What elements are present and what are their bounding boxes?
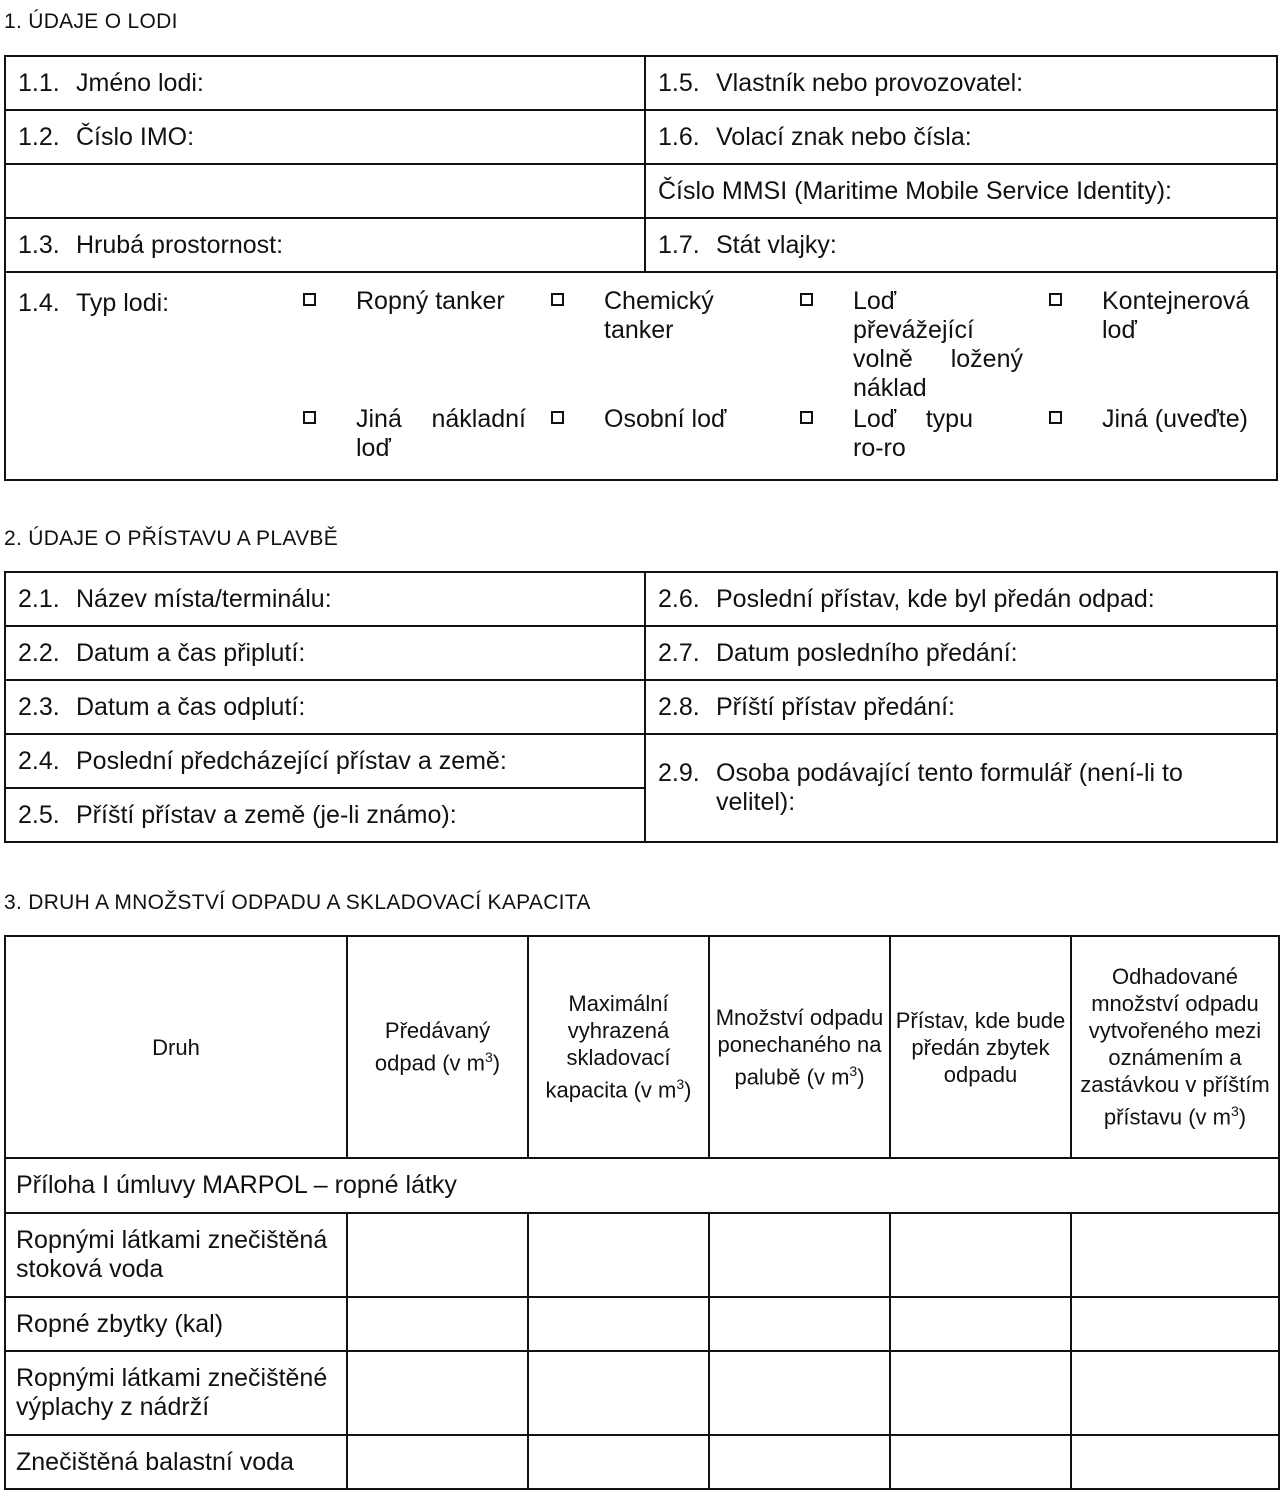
field-number: 1.1. — [18, 68, 60, 97]
field-number: 1.4. — [18, 289, 60, 317]
waste-table-header — [5, 936, 1279, 1158]
waste-cell[interactable] — [709, 1435, 890, 1489]
annex-label: Příloha I úmluvy MARPOL – ropné látky — [5, 1158, 1279, 1213]
waste-cell[interactable] — [528, 1297, 709, 1351]
annex-row — [5, 1158, 1279, 1213]
field-label: Příští přístav a země (je-li známo): — [76, 800, 457, 829]
waste-cell[interactable] — [528, 1435, 709, 1489]
field-label: Datum a čas odplutí: — [76, 692, 306, 721]
waste-type-label: Ropnými látkami znečištěná stoková voda — [5, 1213, 347, 1297]
field-number: 1.5. — [658, 68, 700, 97]
port-row-3 — [5, 680, 1277, 734]
field-number: 2.6. — [658, 584, 700, 613]
waste-cell[interactable] — [890, 1213, 1071, 1297]
field-number: 2.7. — [658, 638, 700, 667]
field-label: Datum posledního předání: — [716, 638, 1018, 667]
header-remaining-port: Přístav, kde bude předán zbytek odpadu — [890, 936, 1071, 1158]
checkbox-icon[interactable] — [303, 411, 316, 424]
field-number: 2.8. — [658, 692, 700, 721]
option-other[interactable] — [1102, 405, 1272, 434]
port-row-2 — [5, 626, 1277, 680]
option-label: Ropný tanker — [356, 287, 505, 315]
last-delivery-port-field[interactable] — [645, 572, 1277, 626]
waste-cell[interactable] — [1071, 1351, 1279, 1435]
option-label: Jiná (uveďte) — [1102, 405, 1248, 433]
waste-cell[interactable] — [1071, 1435, 1279, 1489]
section-2-title: 2. ÚDAJE O PŘÍSTAVU A PLAVBĚ — [4, 527, 339, 550]
option-bulk-carrier[interactable] — [853, 287, 1023, 403]
option-ro-ro-ship[interactable] — [853, 405, 973, 463]
header-type: Druh — [5, 936, 347, 1158]
ship-row-1 — [5, 56, 1277, 110]
waste-cell[interactable] — [709, 1297, 890, 1351]
ship-row-4 — [5, 218, 1277, 272]
field-number: 2.3. — [18, 692, 60, 721]
checkbox-icon[interactable] — [1049, 293, 1062, 306]
departure-datetime-field[interactable] — [5, 680, 645, 734]
option-container-ship[interactable] — [1102, 287, 1272, 345]
checkbox-icon[interactable] — [303, 293, 316, 306]
gross-tonnage-field[interactable] — [5, 218, 645, 272]
waste-cell[interactable] — [890, 1435, 1071, 1489]
checkbox-icon[interactable] — [551, 411, 564, 424]
field-number: 2.2. — [18, 638, 60, 667]
previous-port-field[interactable] — [5, 734, 645, 788]
waste-cell[interactable] — [1071, 1213, 1279, 1297]
field-label: Příští přístav předání: — [716, 692, 955, 721]
ship-row-3 — [5, 164, 1277, 218]
field-label: Datum a čas připlutí: — [76, 638, 306, 667]
field-label: Číslo IMO: — [76, 122, 195, 151]
field-number: 2.1. — [18, 584, 60, 613]
header-max-storage: Maximální vyhrazená skladovací kapacita (v $m^3$) — [528, 936, 709, 1158]
waste-row — [5, 1213, 1279, 1297]
waste-cell[interactable] — [528, 1213, 709, 1297]
field-label: Název místa/terminálu: — [76, 584, 332, 613]
field-label: Stát vlajky: — [716, 230, 837, 259]
field-number: 2.9. — [658, 759, 700, 787]
ship-type-field — [5, 272, 1277, 480]
waste-type-label: Znečištěná balastní voda — [5, 1435, 347, 1489]
waste-cell[interactable] — [347, 1297, 528, 1351]
field-label: Osoba podávající tento formulář (není-li to velitel): — [716, 759, 1183, 816]
field-number: 2.4. — [18, 746, 60, 775]
ship-type-label — [18, 289, 169, 318]
submitter-field[interactable] — [645, 734, 1277, 842]
next-port-field[interactable] — [5, 788, 645, 842]
imo-number-field[interactable] — [5, 110, 645, 164]
field-label: Poslední přístav, kde byl předán odpad: — [716, 584, 1155, 613]
option-label: Jiná nákladní loď — [356, 405, 526, 462]
ship-info-table — [4, 55, 1278, 481]
option-chemical-tanker[interactable] — [604, 287, 774, 345]
waste-cell[interactable] — [528, 1351, 709, 1435]
checkbox-icon[interactable] — [800, 293, 813, 306]
empty-cell — [5, 164, 645, 218]
waste-cell[interactable] — [890, 1297, 1071, 1351]
waste-row — [5, 1351, 1279, 1435]
last-delivery-date-field[interactable] — [645, 626, 1277, 680]
field-label: Typ lodi: — [76, 289, 170, 317]
waste-row — [5, 1297, 1279, 1351]
option-label: Loď převážející volně ložený náklad — [853, 287, 1023, 402]
option-label: Chemický tanker — [604, 287, 714, 344]
field-label: Volací znak nebo čísla: — [716, 122, 972, 151]
waste-cell[interactable] — [347, 1213, 528, 1297]
terminal-name-field[interactable] — [5, 572, 645, 626]
header-retained-waste: Množství odpadu ponechaného na palubě (v $m^3$) — [709, 936, 890, 1158]
section-3-title: 3. DRUH A MNOŽSTVÍ ODPADU A SKLADOVACÍ KAPACITA — [4, 891, 591, 914]
waste-table — [4, 935, 1280, 1490]
ship-row-2 — [5, 110, 1277, 164]
arrival-datetime-field[interactable] — [5, 626, 645, 680]
checkbox-icon[interactable] — [800, 411, 813, 424]
field-number: 2.5. — [18, 800, 60, 829]
waste-cell[interactable] — [709, 1351, 890, 1435]
checkbox-icon[interactable] — [551, 293, 564, 306]
field-label: Číslo MMSI (Maritime Mobile Service Identity): — [658, 176, 1173, 205]
owner-field[interactable] — [645, 56, 1277, 110]
option-label: Osobní loď — [604, 405, 727, 433]
checkbox-icon[interactable] — [1049, 411, 1062, 424]
field-label: Jméno lodi: — [76, 68, 204, 97]
option-other-cargo-ship[interactable] — [356, 405, 526, 463]
option-oil-tanker[interactable] — [356, 287, 526, 316]
port-info-table — [4, 571, 1278, 843]
field-number: 1.3. — [18, 230, 60, 259]
option-label: Kontejnerová loď — [1102, 287, 1250, 344]
ship-name-field[interactable] — [5, 56, 645, 110]
waste-cell[interactable] — [1071, 1297, 1279, 1351]
field-label: Hrubá prostornost: — [76, 230, 284, 259]
option-passenger-ship[interactable] — [604, 405, 774, 434]
field-number: 1.6. — [658, 122, 700, 151]
port-row-1 — [5, 572, 1277, 626]
header-estimated-waste: Odhadované množství odpadu vytvořeného mezi oznámením a zastávkou v příštím přístavu (v $m^3$) — [1071, 936, 1279, 1158]
flag-state-field[interactable] — [645, 218, 1277, 272]
mmsi-field[interactable] — [645, 164, 1277, 218]
next-delivery-port-field[interactable] — [645, 680, 1277, 734]
field-number: 1.7. — [658, 230, 700, 259]
waste-type-label: Ropné zbytky (kal) — [5, 1297, 347, 1351]
header-delivered-waste: Předávaný odpad (v $m^3$) — [347, 936, 528, 1158]
field-label: Poslední předcházející přístav a země: — [76, 746, 507, 775]
waste-row — [5, 1435, 1279, 1489]
call-sign-field[interactable] — [645, 110, 1277, 164]
option-label: Loď typu ro-ro — [853, 405, 973, 462]
waste-cell[interactable] — [709, 1213, 890, 1297]
waste-cell[interactable] — [347, 1435, 528, 1489]
section-1-title: 1. ÚDAJE O LODI — [4, 10, 178, 33]
waste-type-label: Ropnými látkami znečištěné výplachy z nádrží — [5, 1351, 347, 1435]
port-row-4 — [5, 734, 1277, 788]
field-label: Vlastník nebo provozovatel: — [716, 68, 1024, 97]
ship-type-row — [5, 272, 1277, 480]
waste-cell[interactable] — [890, 1351, 1071, 1435]
field-number: 1.2. — [18, 122, 60, 151]
waste-cell[interactable] — [347, 1351, 528, 1435]
